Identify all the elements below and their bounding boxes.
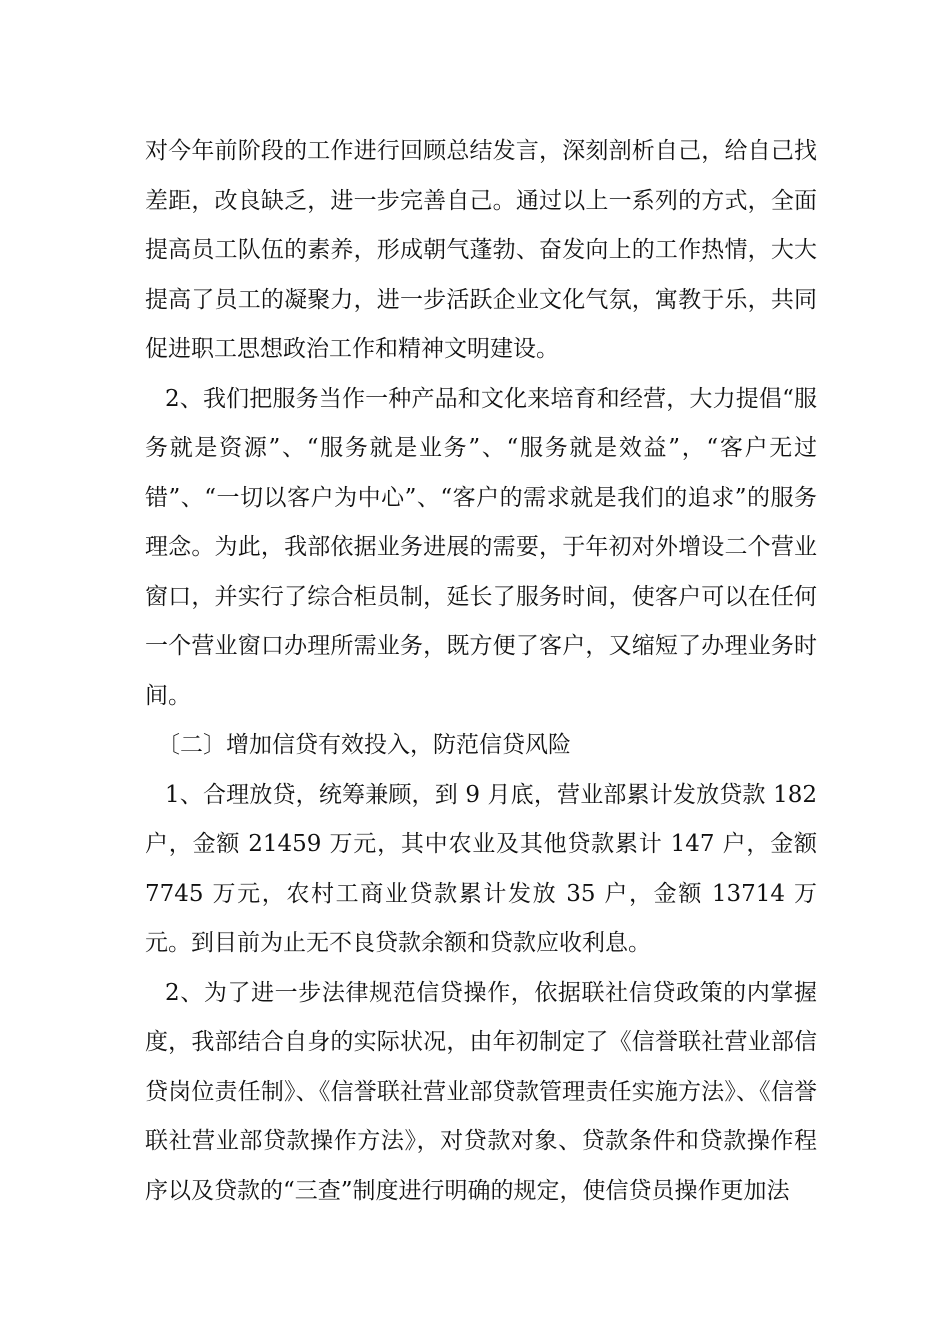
section-heading-credit: 〔二〕增加信贷有效投入，防范信贷风险 <box>157 732 571 758</box>
paragraph-loan-statistics: 1、合理放贷，统筹兼顾，到 9 月底，营业部累计发放贷款 182 户，金额 21459 万元，其中农业及其他贷款累计 147 户，金额 7745 万元，农村工商业贷款累计发放 35 户，金额 13714 万元。到目前为止无不良贷款余额和贷款应收利息。 <box>145 781 817 956</box>
paragraph-service-concept: 2、我们把服务当作一种产品和文化来培育和经营，大力提倡“服务就是资源”、“服务就是业务”、“服务就是效益”，“客户无过错”、“一切以客户为中心”、“客户的需求就是我们的追求”的服务理念。为此，我部依据业务进展的需要，于年初对外增设二个营业窗口，并实行了综合柜员制，延长了服务时间，使客户可以在任何一个营业窗口办理所需业务，既方便了客户，又缩短了办理业务时间。 <box>145 385 817 709</box>
paragraph-credit-regulation: 2、为了进一步法律规范信贷操作，依据联社信贷政策的内掌握度，我部结合自身的实际状况，由年初制定了《信誉联社营业部信贷岗位责任制》、《信誉联社营业部贷款管理责任实施方法》、《信誉联社营业部贷款操作方法》，对贷款对象、贷款条件和贷款操作程序以及贷款的“三查”制度进行明确的规定，使信贷员操作更加法 <box>145 979 817 1204</box>
paragraph-continuation: 对今年前阶段的工作进行回顾总结发言，深刻剖析自己，给自己找差距，改良缺乏，进一步完善自己。通过以上一系列的方式，全面提高员工队伍的素养，形成朝气蓬勃、奋发向上的工作热情，大大提高了员工的凝聚力，进一步活跃企业文化气氛，寓教于乐，共同促进职工思想政治工作和精神文明建设。 <box>145 138 817 362</box>
document-body <box>145 127 817 1216</box>
